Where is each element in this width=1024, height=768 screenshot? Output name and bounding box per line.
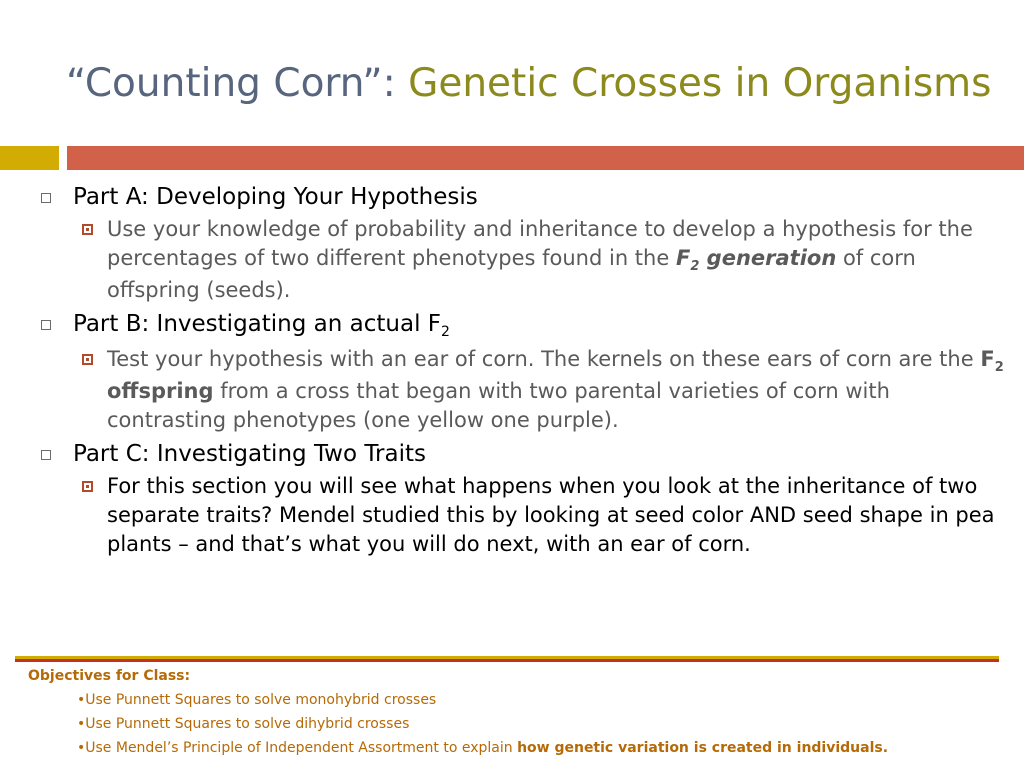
accent-bar-red (67, 146, 1024, 170)
part-a-heading: Part A: Developing Your Hypothesis (38, 182, 1013, 213)
part-a-detail: Use your knowledge of probability and inheritance to develop a hypothesis for the percentages of two different phenotypes found in the $F_2$ generation of corn offspring (seeds). (107, 215, 1013, 305)
objectives-heading: Objectives for Class: (28, 668, 191, 684)
square-bullet-icon (41, 193, 51, 203)
slide-body (38, 182, 1013, 559)
objective-item: •Use Punnett Squares to solve monohybrid crosses (77, 692, 437, 708)
divider-red (15, 659, 999, 662)
slide-title (66, 58, 991, 110)
part-b-detail: Test your hypothesis with an ear of corn. The kernels on these ears of corn are the $F_2$ offspring from a cross that began with two parental varieties of corn with contrasting phenotypes (one yellow one purple). (107, 345, 1013, 435)
part-c-heading: Part C: Investigating Two Traits (38, 439, 1013, 470)
square-bullet-icon (41, 450, 51, 460)
part-b-heading: Part B: Investigating an actual $F_2$ (38, 309, 1013, 343)
objectives-box (28, 666, 888, 758)
square-bullet-icon (82, 224, 93, 235)
accent-bar-gold (0, 146, 59, 170)
part-c-detail: For this section you will see what happens when you look at the inheritance of two separate traits? Mendel studied this by looking at seed color AND seed shape in pea plants – and that’s what you will do next, with an ear of corn. (107, 472, 1013, 559)
objective-item: •Use Mendel’s Principle of Independent Assortment to explain how genetic variation is created in individuals. (77, 740, 889, 756)
square-bullet-icon (41, 320, 51, 330)
square-bullet-icon (82, 354, 93, 365)
objective-item: •Use Punnett Squares to solve dihybrid crosses (77, 716, 410, 732)
title-quote: “Counting Corn”: (66, 61, 396, 106)
title-subject: Genetic Crosses in Organisms (408, 61, 992, 106)
square-bullet-icon (82, 481, 93, 492)
